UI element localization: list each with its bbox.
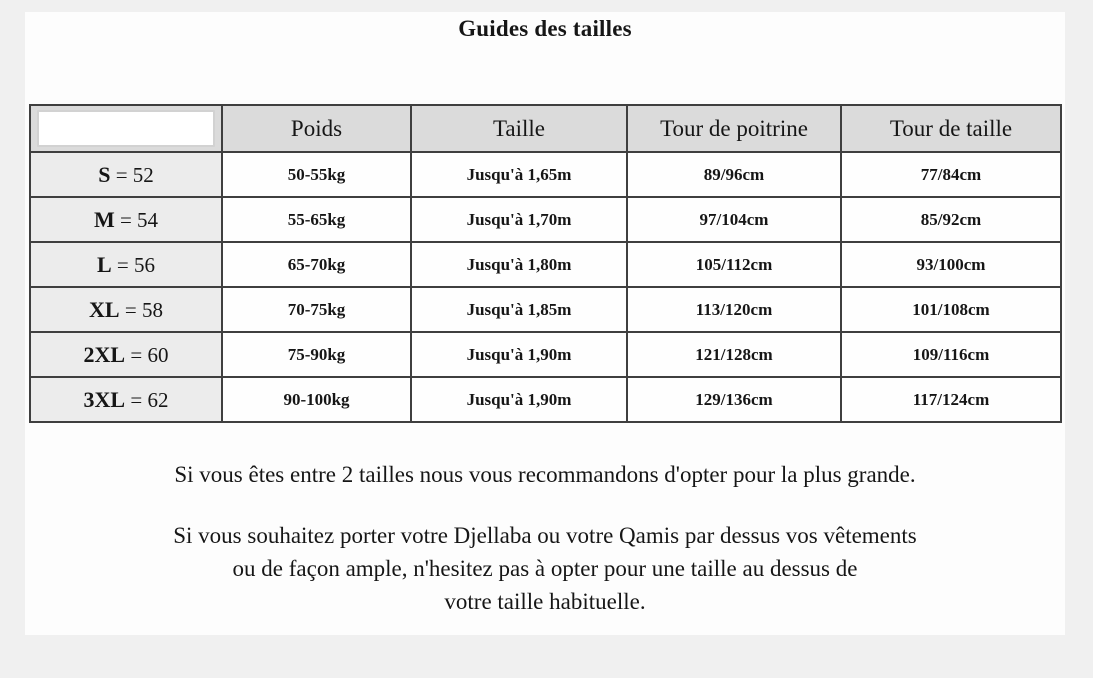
- size-label-cell: [30, 242, 222, 287]
- poids-cell: 70-75kg: [222, 287, 411, 332]
- taille-cell: Jusqu'à 1,90m: [411, 377, 627, 422]
- size-number: = 60: [125, 342, 169, 367]
- poitrine-cell: 121/128cm: [627, 332, 841, 377]
- size-letter: S: [98, 161, 111, 187]
- fit-advice-line-1: Si vous souhaitez porter votre Djellaba ou votre Qamis par dessus vos vêtements: [173, 523, 917, 548]
- taille-cell: Jusqu'à 1,70m: [411, 197, 627, 242]
- poids-cell: 90-100kg: [222, 377, 411, 422]
- size-number: = 58: [119, 297, 163, 322]
- poitrine-cell: 105/112cm: [627, 242, 841, 287]
- poids-cell: 65-70kg: [222, 242, 411, 287]
- table-row-l: [30, 242, 1061, 287]
- size-letter: 2XL: [83, 341, 126, 367]
- poitrine-cell: 113/120cm: [627, 287, 841, 332]
- column-header-poitrine: Tour de poitrine: [627, 105, 841, 152]
- size-label-cell: [30, 152, 222, 197]
- poitrine-cell: 129/136cm: [627, 377, 841, 422]
- size-number: = 52: [110, 162, 154, 187]
- size-number: = 62: [125, 387, 169, 412]
- table-row-s: [30, 152, 1061, 197]
- size-advice-note: Si vous êtes entre 2 tailles nous vous recommandons d'opter pour la plus grande.: [174, 462, 916, 487]
- page-title: Guides des tailles: [458, 16, 632, 41]
- poids-cell: 55-65kg: [222, 197, 411, 242]
- size-label-cell: [30, 287, 222, 332]
- table-header-row: [30, 105, 1061, 152]
- size-letter: L: [96, 251, 112, 277]
- column-header-taille: Taille: [411, 105, 627, 152]
- size-label-cell: [30, 332, 222, 377]
- size-label-cell: [30, 197, 222, 242]
- fit-advice-note: [25, 519, 1065, 618]
- size-letter: XL: [89, 296, 120, 322]
- tour-taille-cell: 101/108cm: [841, 287, 1061, 332]
- poids-cell: 50-55kg: [222, 152, 411, 197]
- table-row-3xl: [30, 377, 1061, 422]
- tour-taille-cell: 77/84cm: [841, 152, 1061, 197]
- column-header-poids: Poids: [222, 105, 411, 152]
- size-guide-page: [25, 12, 1065, 635]
- size-header-cell: [30, 105, 222, 152]
- tour-taille-cell: 117/124cm: [841, 377, 1061, 422]
- size-letter: 3XL: [83, 386, 126, 412]
- poids-cell: 75-90kg: [222, 332, 411, 377]
- size-number: = 54: [114, 207, 159, 232]
- column-header-tour-taille: Tour de taille: [841, 105, 1061, 152]
- tour-taille-cell: 109/116cm: [841, 332, 1061, 377]
- fit-advice-line-2: ou de façon ample, n'hesitez pas à opter pour une taille au dessus de: [232, 556, 858, 581]
- taille-cell: Jusqu'à 1,85m: [411, 287, 627, 332]
- table-row-m: [30, 197, 1061, 242]
- poitrine-cell: 97/104cm: [627, 197, 841, 242]
- taille-cell: Jusqu'à 1,90m: [411, 332, 627, 377]
- fit-advice-line-3: votre taille habituelle.: [444, 589, 646, 614]
- table-row-2xl: [30, 332, 1061, 377]
- tour-taille-cell: 93/100cm: [841, 242, 1061, 287]
- size-label-cell: [30, 377, 222, 422]
- size-letter: M: [93, 206, 115, 232]
- empty-size-box: [37, 110, 215, 147]
- table-row-xl: [30, 287, 1061, 332]
- tour-taille-cell: 85/92cm: [841, 197, 1061, 242]
- poitrine-cell: 89/96cm: [627, 152, 841, 197]
- taille-cell: Jusqu'à 1,65m: [411, 152, 627, 197]
- size-guide-table: [29, 104, 1062, 423]
- size-number: = 56: [111, 252, 156, 277]
- taille-cell: Jusqu'à 1,80m: [411, 242, 627, 287]
